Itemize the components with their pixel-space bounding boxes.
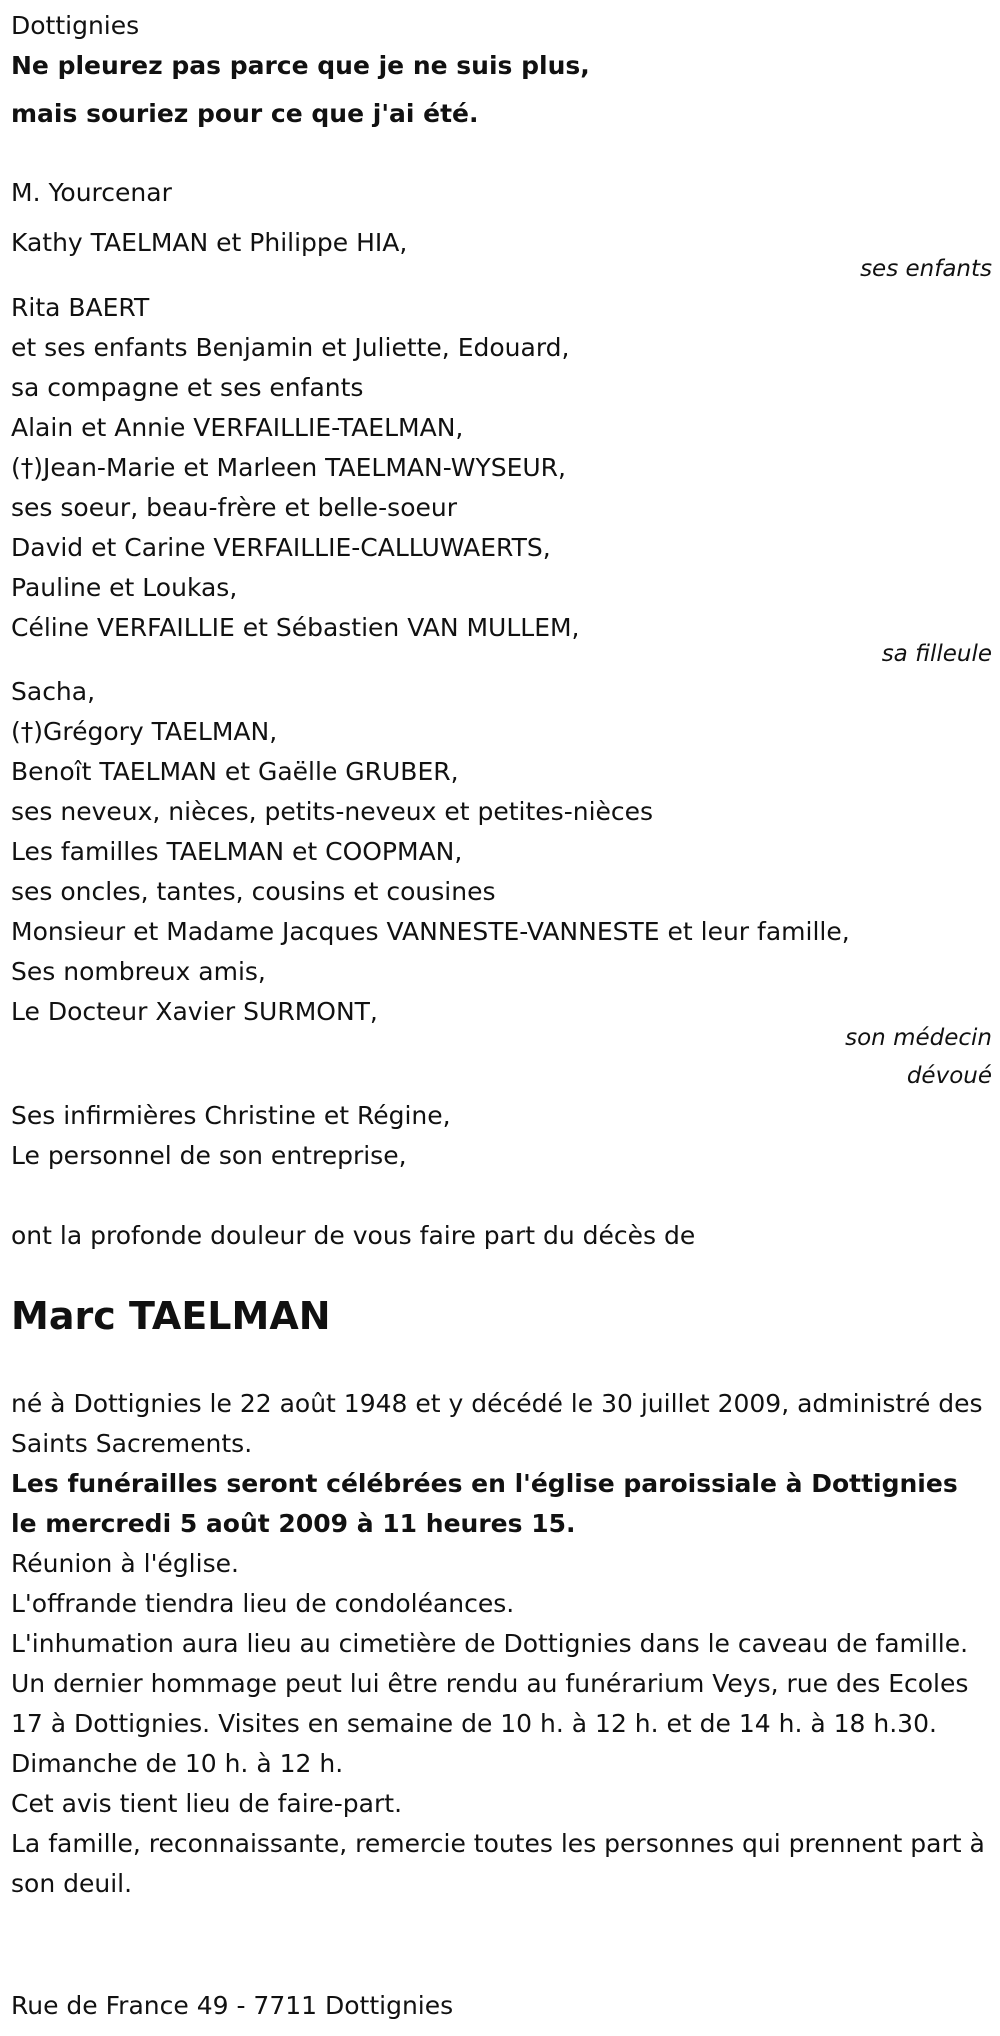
meeting-text: Réunion à l'église.: [11, 1549, 239, 1578]
burial-text: L'inhumation aura lieu au cimetière de Dottignies dans le caveau de famille.: [11, 1629, 969, 1658]
town-label: Dottignies: [11, 11, 140, 40]
family-line: Céline VERFAILLIE et Sébastien VAN MULLEM,: [11, 613, 580, 642]
family-line: ses neveux, nièces, petits-neveux et petites-nièces: [11, 797, 654, 826]
family-line: (†)Grégory TAELMAN,: [11, 717, 278, 746]
family-line: (†)Jean-Marie et Marleen TAELMAN-WYSEUR,: [11, 453, 566, 482]
notice-text: Cet avis tient lieu de faire-part.: [11, 1789, 403, 1818]
family-line: Ses nombreux amis,: [11, 957, 266, 986]
family-line: Ses infirmières Christine et Régine,: [11, 1101, 451, 1130]
details-block: [11, 1384, 991, 1904]
family-line: Alain et Annie VERFAILLIE-TAELMAN,: [11, 413, 464, 442]
family-line: David et Carine VERFAILLIE-CALLUWAERTS,: [11, 533, 551, 562]
visits-text: Un dernier hommage peut lui être rendu au funérarium Veys, rue des Ecoles 17 à Dottignies. Visites en semaine de 10 h. à 12 h. et de 14 h. à 18 h.30. Dimanche de 10 h. à 12 h.: [11, 1669, 969, 1778]
deceased-name: Marc TAELMAN: [11, 1294, 331, 1338]
family-line: Rita BAERT: [11, 293, 150, 322]
family-line: Le Docteur Xavier SURMONT,: [11, 997, 378, 1026]
family-line: sa compagne et ses enfants: [11, 373, 364, 402]
family-line: Monsieur et Madame Jacques VANNESTE-VANNESTE et leur famille,: [11, 917, 850, 946]
birth-death-text: né à Dottignies le 22 août 1948 et y décédé le 30 juillet 2009, administré des Saints Sacrements.: [11, 1389, 983, 1458]
quote-author: M. Yourcenar: [11, 178, 172, 207]
thanks-text: La famille, reconnaissante, remercie toutes les personnes qui prennent part à son deuil.: [11, 1829, 985, 1898]
relation-note: dévoué: [906, 1063, 992, 1089]
offering-text: L'offrande tiendra lieu de condoléances.: [11, 1589, 515, 1618]
family-line: Le personnel de son entreprise,: [11, 1141, 407, 1170]
family-line: ses oncles, tantes, cousins et cousines: [11, 877, 496, 906]
relation-note: ses enfants: [860, 256, 992, 282]
announcement-text: ont la profonde douleur de vous faire part du décès de: [11, 1221, 696, 1250]
funeral-text: Les funérailles seront célébrées en l'église paroissiale à Dottignies le mercredi 5 août 2009 à 11 heures 15.: [11, 1469, 958, 1538]
family-line: Benoît TAELMAN et Gaëlle GRUBER,: [11, 757, 459, 786]
family-line: Pauline et Loukas,: [11, 573, 238, 602]
quote-line-2: mais souriez pour ce que j'ai été.: [11, 99, 479, 128]
address-text: Rue de France 49 - 7711 Dottignies: [11, 1991, 454, 2020]
relation-note: son médecin: [845, 1025, 992, 1051]
family-line: ses soeur, beau-frère et belle-soeur: [11, 493, 457, 522]
quote-line-1: Ne pleurez pas parce que je ne suis plus,: [11, 51, 590, 80]
family-line: Sacha,: [11, 677, 96, 706]
family-line: Les familles TAELMAN et COOPMAN,: [11, 837, 463, 866]
family-line: Kathy TAELMAN et Philippe HIA,: [11, 228, 408, 257]
family-line: et ses enfants Benjamin et Juliette, Edouard,: [11, 333, 570, 362]
relation-note: sa filleule: [881, 641, 992, 667]
